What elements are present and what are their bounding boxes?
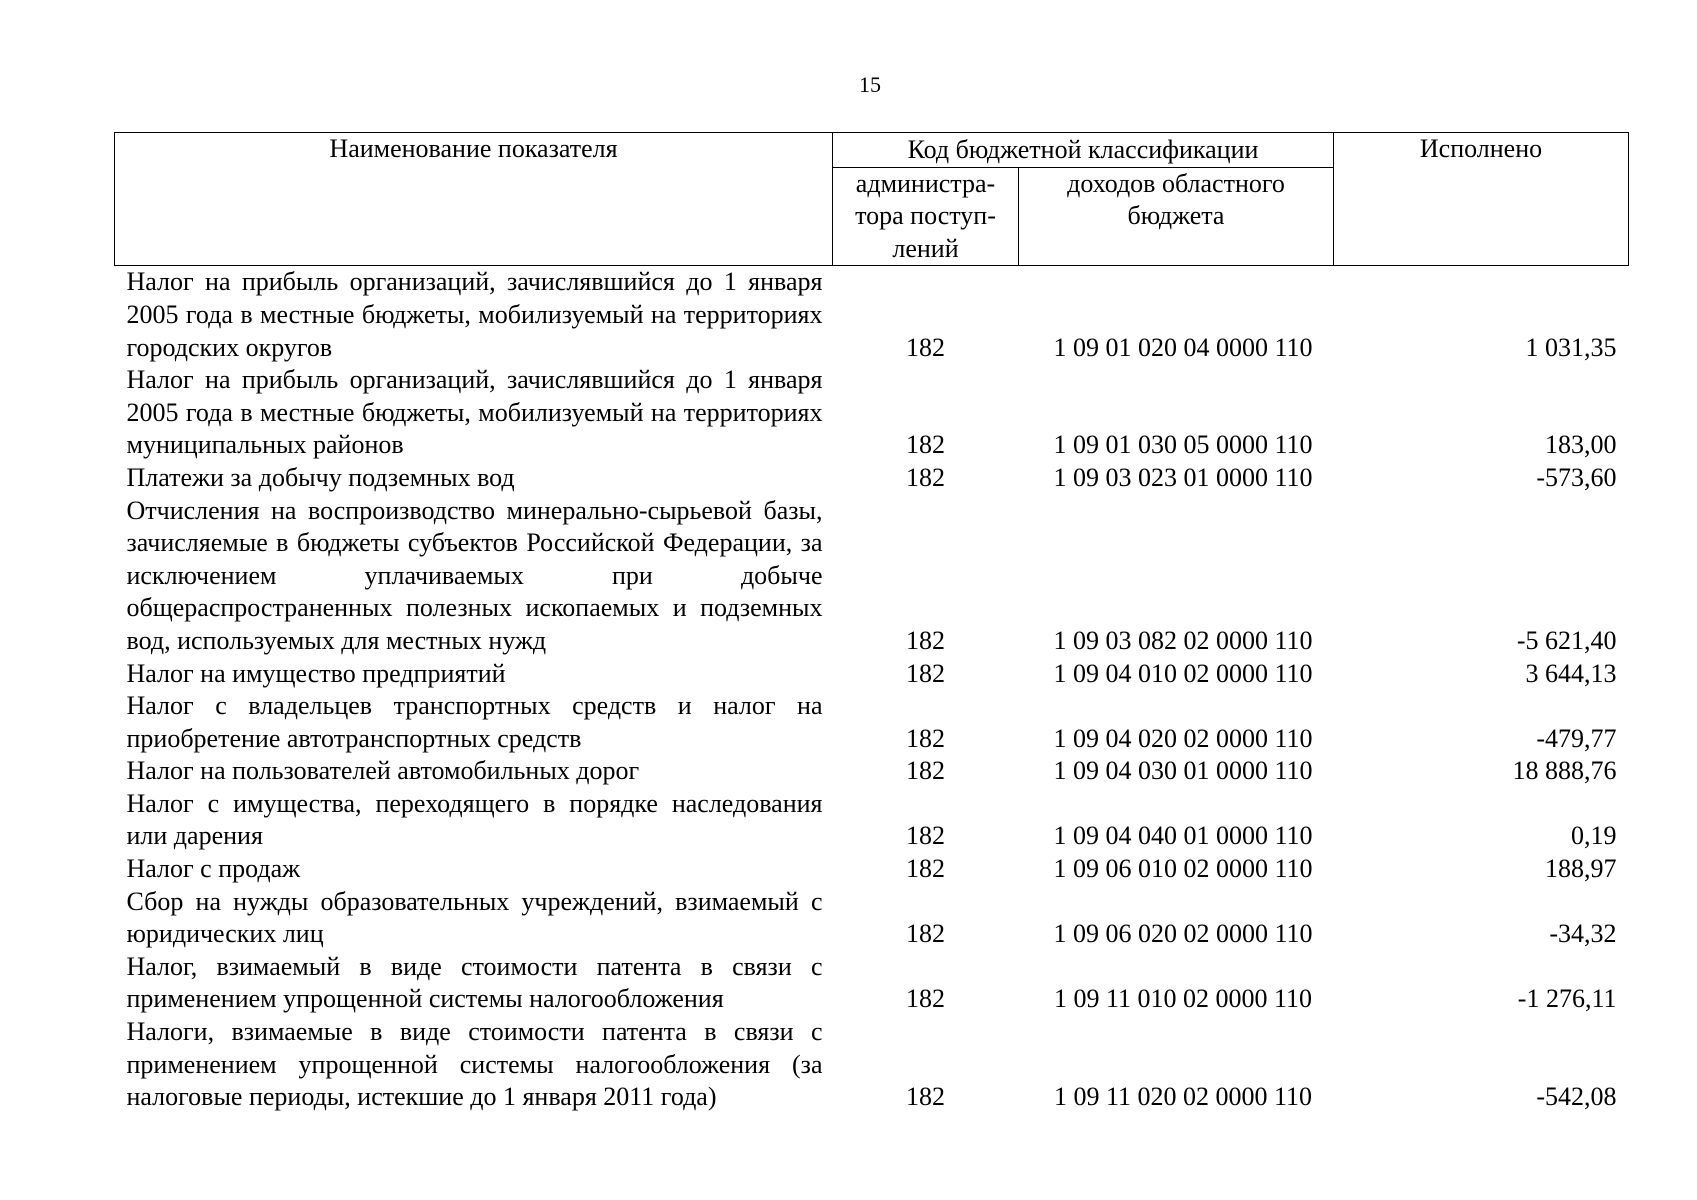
row-budget-code: 1 09 06 010 02 0000 110 — [1053, 854, 1313, 884]
row-budget-code: 1 09 04 030 01 0000 110 — [1053, 756, 1313, 786]
row-budget-code: 1 09 04 040 01 0000 110 — [1053, 821, 1313, 851]
row-amount: -1 276,11 — [1517, 984, 1617, 1014]
row-name: Налог на прибыль организаций, зачислявшийся до 1 января 2005 года в местные бюджеты, мобилизуемый на территориях муниципальных районов — [126, 365, 823, 460]
row-admin-code: 182 — [906, 430, 945, 460]
row-amount: -573,60 — [1536, 462, 1617, 492]
table-row — [115, 462, 1629, 495]
row-name: Отчисления на воспроизводство минерально-сырьевой базы, зачисляемые в бюджеты субъектов Российской Федерации, за исключением уплачиваемых при добыче общераспространенных полезных ископаемых и подземных вод, используемых для местных нужд — [126, 495, 823, 655]
row-name: Налог на пользователей автомобильных дорог — [126, 756, 640, 786]
row-amount: -34,32 — [1549, 919, 1617, 949]
row-name: Сбор на нужды образовательных учреждений, взимаемый с юридических лиц — [126, 886, 823, 949]
header-admin: администра-тора поступ-лений — [833, 167, 1019, 266]
row-budget-code: 1 09 01 030 05 0000 110 — [1053, 430, 1313, 460]
row-name: Налог, взимаемый в виде стоимости патента в связи с применением упрощенной системы налогообложения — [126, 951, 823, 1014]
row-name: Налог на имущество предприятий — [126, 658, 506, 688]
table-row — [115, 755, 1629, 788]
header-executed: Исполнено — [1334, 133, 1629, 266]
budget-table-container — [114, 132, 1628, 1114]
row-amount: 0,19 — [1571, 821, 1617, 851]
row-amount: 3 644,13 — [1525, 658, 1617, 688]
header-kbk-group: Код бюджетной классификации — [833, 133, 1334, 168]
row-amount: 183,00 — [1545, 430, 1617, 460]
table-row — [115, 1016, 1629, 1114]
row-admin-code: 182 — [906, 658, 945, 688]
row-name: Налог на прибыль организаций, зачислявшийся до 1 января 2005 года в местные бюджеты, мобилизуемый на территориях городских округов — [126, 267, 823, 362]
table-body — [115, 266, 1629, 1114]
row-name: Платежи за добычу подземных вод — [126, 462, 515, 492]
table-row — [115, 690, 1629, 755]
table-row — [115, 788, 1629, 853]
budget-table — [114, 132, 1629, 1114]
row-admin-code: 182 — [906, 462, 945, 492]
row-amount: -479,77 — [1536, 723, 1617, 753]
row-budget-code: 1 09 04 010 02 0000 110 — [1053, 658, 1313, 688]
row-admin-code: 182 — [906, 756, 945, 786]
row-amount: 188,97 — [1545, 854, 1617, 884]
row-budget-code: 1 09 06 020 02 0000 110 — [1053, 919, 1313, 949]
row-name: Налог с продаж — [126, 854, 301, 884]
row-budget-code: 1 09 03 023 01 0000 110 — [1053, 462, 1313, 492]
row-amount: -5 621,40 — [1516, 625, 1617, 655]
row-admin-code: 182 — [906, 984, 945, 1014]
row-admin-code: 182 — [906, 1082, 945, 1112]
table-row — [115, 495, 1629, 658]
row-admin-code: 182 — [906, 332, 945, 362]
page-number: 15 — [859, 72, 881, 97]
row-admin-code: 182 — [906, 723, 945, 753]
row-budget-code: 1 09 11 020 02 0000 110 — [1053, 1082, 1313, 1112]
table-row — [115, 658, 1629, 691]
row-name: Налоги, взимаемые в виде стоимости патента в связи с применением упрощенной системы налогообложения (за налоговые периоды, истекшие до 1 января 2011 года) — [126, 1017, 823, 1112]
row-budget-code: 1 09 11 010 02 0000 110 — [1053, 984, 1313, 1014]
header-name: Наименование показателя — [115, 133, 833, 266]
row-budget-code: 1 09 04 020 02 0000 110 — [1053, 723, 1313, 753]
header-income: доходов областного бюджета — [1019, 167, 1334, 266]
row-admin-code: 182 — [906, 625, 945, 655]
table-row — [115, 951, 1629, 1016]
row-admin-code: 182 — [906, 919, 945, 949]
table-row — [115, 886, 1629, 951]
row-name: Налог с владельцев транспортных средств и налог на приобретение автотранспортных средств — [126, 691, 823, 753]
row-amount: 18 888,76 — [1512, 756, 1617, 786]
table-row — [115, 266, 1629, 364]
table-row — [115, 364, 1629, 462]
row-budget-code: 1 09 03 082 02 0000 110 — [1053, 625, 1313, 655]
row-name: Налог с имущества, переходящего в порядке наследования или дарения — [126, 788, 823, 851]
row-budget-code: 1 09 01 020 04 0000 110 — [1053, 332, 1313, 362]
table-row — [115, 853, 1629, 886]
row-admin-code: 182 — [906, 821, 945, 851]
row-amount: -542,08 — [1536, 1082, 1617, 1112]
table-header — [115, 133, 1629, 266]
row-admin-code: 182 — [906, 854, 945, 884]
row-amount: 1 031,35 — [1525, 332, 1617, 362]
